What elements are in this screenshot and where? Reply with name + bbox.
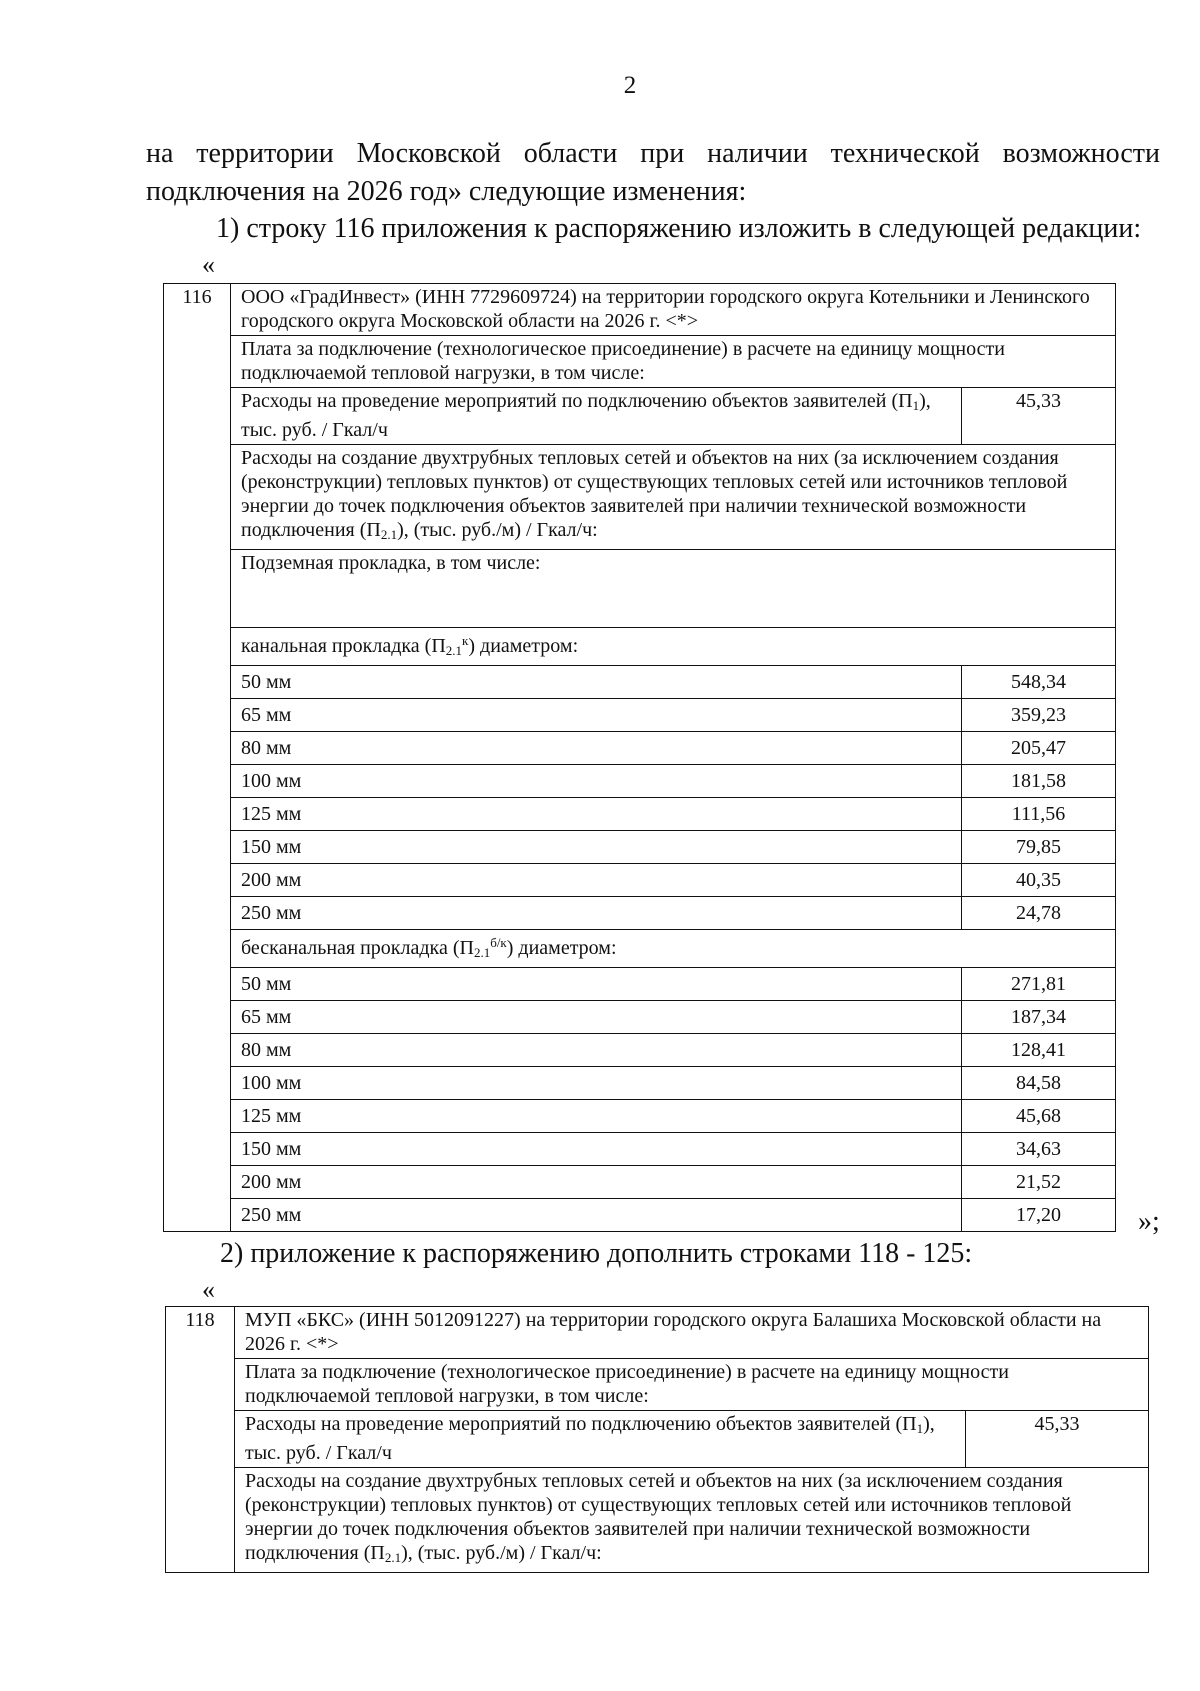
price: 45,68: [962, 1100, 1116, 1133]
table-row-118: [165, 1306, 1149, 1573]
diameter: 150 мм: [231, 831, 962, 864]
price: 205,47: [962, 732, 1116, 765]
fee-description: Плата за подключение (технологическое присоединение) в расчете на единицу мощности подключаемой тепловой нагрузки, в том числе:: [235, 1359, 1149, 1411]
diameter: 250 мм: [231, 1199, 962, 1232]
diameter: 50 мм: [231, 666, 962, 699]
table-row: [164, 968, 1116, 1001]
table-row: [164, 1199, 1116, 1232]
underground-heading: Подземная прокладка, в том числе:: [231, 550, 1116, 628]
open-quote-1: «: [202, 250, 215, 279]
diameter: 200 мм: [231, 864, 962, 897]
diameter: 250 мм: [231, 897, 962, 930]
table-row: [164, 1034, 1116, 1067]
p1-value: 45,33: [962, 388, 1116, 445]
organization-header: МУП «БКС» (ИНН 5012091227) на территории городского округа Балашиха Московской области на 2026 г. <*>: [235, 1307, 1149, 1359]
table-row: [164, 666, 1116, 699]
price: 187,34: [962, 1001, 1116, 1034]
diameter: 80 мм: [231, 1034, 962, 1067]
channelless-heading: бесканальная прокладка $(П_{2.1}^{б/к})$ диаметром:: [231, 930, 1116, 968]
p21-description: Расходы на создание двухтрубных тепловых сетей и объектов на них (за исключением создания (реконструкции) тепловых пунктов) от существующих тепловых сетей или источников тепловой энергии до точек подключения объектов заявителей при наличии технической возможности подключения $(П_{2.1})$, (тыс. руб./м) / Гкал/ч:: [235, 1468, 1149, 1573]
intro-paragraph: [146, 135, 1160, 211]
diameter: 65 мм: [231, 699, 962, 732]
price: 84,58: [962, 1067, 1116, 1100]
diameter: 150 мм: [231, 1133, 962, 1166]
fee-description: Плата за подключение (технологическое присоединение) в расчете на единицу мощности подключаемой тепловой нагрузки, в том числе:: [231, 336, 1116, 388]
diameter: 100 мм: [231, 1067, 962, 1100]
table-row: [164, 897, 1116, 930]
p1-description: Расходы на проведение мероприятий по подключению объектов заявителей $(П_1)$, тыс. руб. / Гкал/ч: [231, 388, 962, 445]
price: 128,41: [962, 1034, 1116, 1067]
diameter: 125 мм: [231, 1100, 962, 1133]
table-row-116: [163, 283, 1116, 1232]
price: 24,78: [962, 897, 1116, 930]
price: 40,35: [962, 864, 1116, 897]
table-row: [164, 1133, 1116, 1166]
table-row: [164, 699, 1116, 732]
item-2-text: 2) приложение к распоряжению дополнить строками 118 - 125:: [220, 1238, 973, 1269]
intro-line-2: подключения на 2026 год» следующие изменения:: [146, 176, 747, 207]
row-number: 118: [166, 1307, 235, 1573]
price: 111,56: [962, 798, 1116, 831]
diameter: 200 мм: [231, 1166, 962, 1199]
table-row: [164, 765, 1116, 798]
p1-value: 45,33: [966, 1411, 1149, 1468]
item-1-text: 1) строку 116 приложения к распоряжению изложить в следующей редакции:: [216, 213, 1142, 244]
price: 17,20: [962, 1199, 1116, 1232]
p1-description: Расходы на проведение мероприятий по подключению объектов заявителей $(П_1)$, тыс. руб. / Гкал/ч: [235, 1411, 966, 1468]
price: 548,34: [962, 666, 1116, 699]
diameter: 125 мм: [231, 798, 962, 831]
intro-line-1: на территории Московской области при наличии технической возможности: [146, 138, 1160, 169]
channel-heading: канальная прокладка $(П_{2.1}^к)$ диаметром:: [231, 628, 1116, 666]
table-row: [164, 831, 1116, 864]
diameter: 65 мм: [231, 1001, 962, 1034]
table-row: [164, 1067, 1116, 1100]
price: 359,23: [962, 699, 1116, 732]
price: 271,81: [962, 968, 1116, 1001]
page-number: 2: [623, 72, 637, 99]
p21-description: Расходы на создание двухтрубных тепловых сетей и объектов на них (за исключением создания (реконструкции) тепловых пунктов) от существующих тепловых сетей или источников тепловой энергии до точек подключения объектов заявителей при наличии технической возможности подключения $(П_{2.1})$, (тыс. руб./м) / Гкал/ч:: [231, 445, 1116, 550]
price: 21,52: [962, 1166, 1116, 1199]
organization-header: ООО «ГрадИнвест» (ИНН 7729609724) на территории городского округа Котельники и Ленинского городского округа Московской области на 2026 г. <*>: [231, 284, 1116, 336]
price: 34,63: [962, 1133, 1116, 1166]
row-number: 116: [164, 284, 231, 1232]
table-row: [164, 798, 1116, 831]
table-row: [164, 864, 1116, 897]
open-quote-2: «: [202, 1275, 215, 1304]
table-row: [164, 1166, 1116, 1199]
price: 79,85: [962, 831, 1116, 864]
diameter: 100 мм: [231, 765, 962, 798]
table-row: [164, 1001, 1116, 1034]
table-row: [164, 732, 1116, 765]
close-quote: »;: [1138, 1206, 1160, 1237]
price: 181,58: [962, 765, 1116, 798]
diameter: 80 мм: [231, 732, 962, 765]
diameter: 50 мм: [231, 968, 962, 1001]
table-row: [164, 1100, 1116, 1133]
